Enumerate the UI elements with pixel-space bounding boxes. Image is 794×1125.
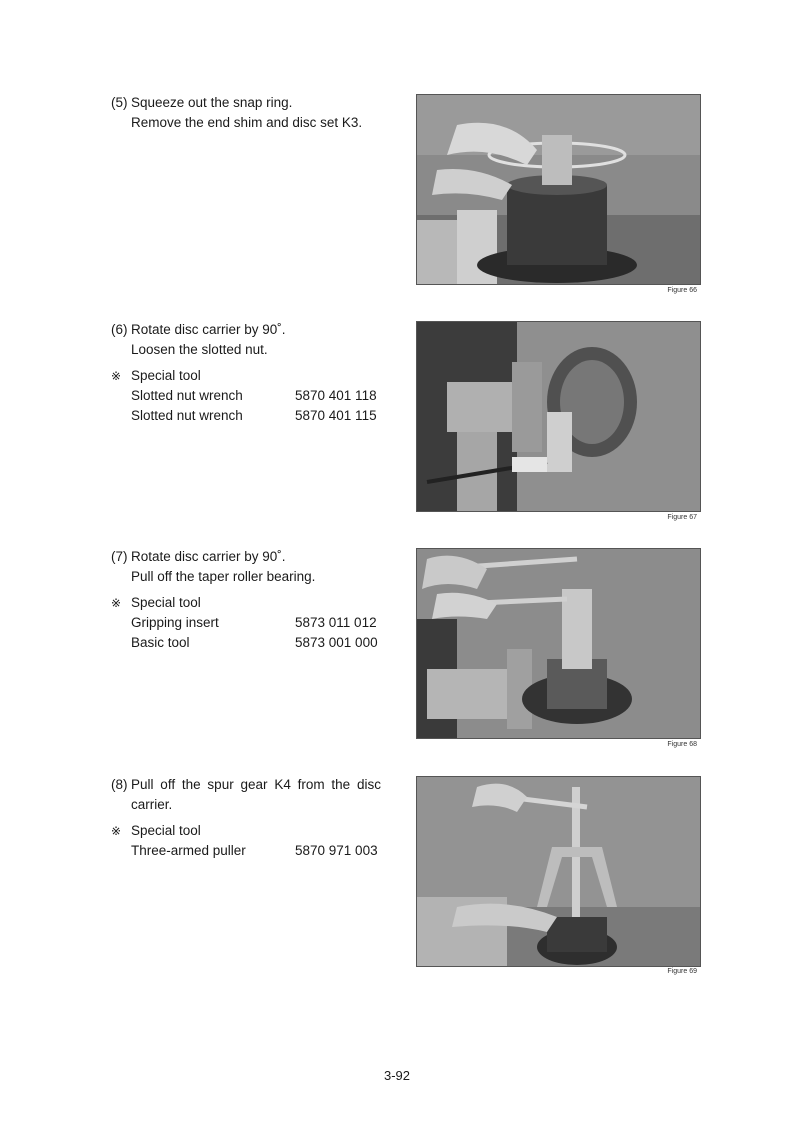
figure-67-photo [416, 321, 701, 512]
special-tool-block [111, 821, 381, 861]
figure-66-photo [416, 94, 701, 285]
step-text: Remove the end shim and disc set K3. [131, 115, 363, 130]
figure-69-photo [416, 776, 701, 967]
step-7 [111, 547, 381, 653]
step-text: carrier. [131, 797, 173, 812]
step-5 [111, 93, 381, 133]
figure-caption: Figure 69 [667, 968, 697, 975]
step-text: Loosen the slotted nut. [131, 342, 268, 357]
step-number: (8) [111, 777, 128, 792]
figure-68-photo [416, 548, 701, 739]
step-text: Squeeze out the snap ring. [131, 95, 293, 110]
special-tool-heading: Special tool [131, 368, 201, 383]
tool-row: Basic tool 5873 001 000 [131, 635, 378, 650]
step-text: Pull off the spur gear K4 from the disc [131, 777, 381, 792]
note-mark-icon: ※ [111, 596, 122, 610]
step-text: Rotate disc carrier by 90˚. [131, 549, 286, 564]
tool-row: Slotted nut wrench 5870 401 118 [131, 388, 377, 403]
step-8 [111, 775, 381, 861]
figure-caption: Figure 68 [667, 741, 697, 748]
special-tool-block [111, 366, 381, 426]
tool-row: Slotted nut wrench 5870 401 115 [131, 408, 377, 423]
special-tool-heading: Special tool [131, 595, 201, 610]
special-tool-block [111, 593, 381, 653]
step-text: Pull off the taper roller bearing. [131, 569, 316, 584]
page-number: 3-92 [383, 1068, 411, 1083]
tool-row: Gripping insert 5873 011 012 [131, 615, 377, 630]
figure-caption: Figure 67 [667, 514, 697, 521]
step-text: Rotate disc carrier by 90˚. [131, 322, 286, 337]
tool-row: Three-armed puller 5870 971 003 [131, 843, 378, 858]
special-tool-heading: Special tool [131, 823, 201, 838]
step-number: (5) [111, 95, 128, 110]
note-mark-icon: ※ [111, 824, 122, 838]
step-number: (7) [111, 549, 128, 564]
note-mark-icon: ※ [111, 369, 122, 383]
figure-caption: Figure 66 [667, 287, 697, 294]
step-number: (6) [111, 322, 128, 337]
step-6 [111, 320, 381, 426]
